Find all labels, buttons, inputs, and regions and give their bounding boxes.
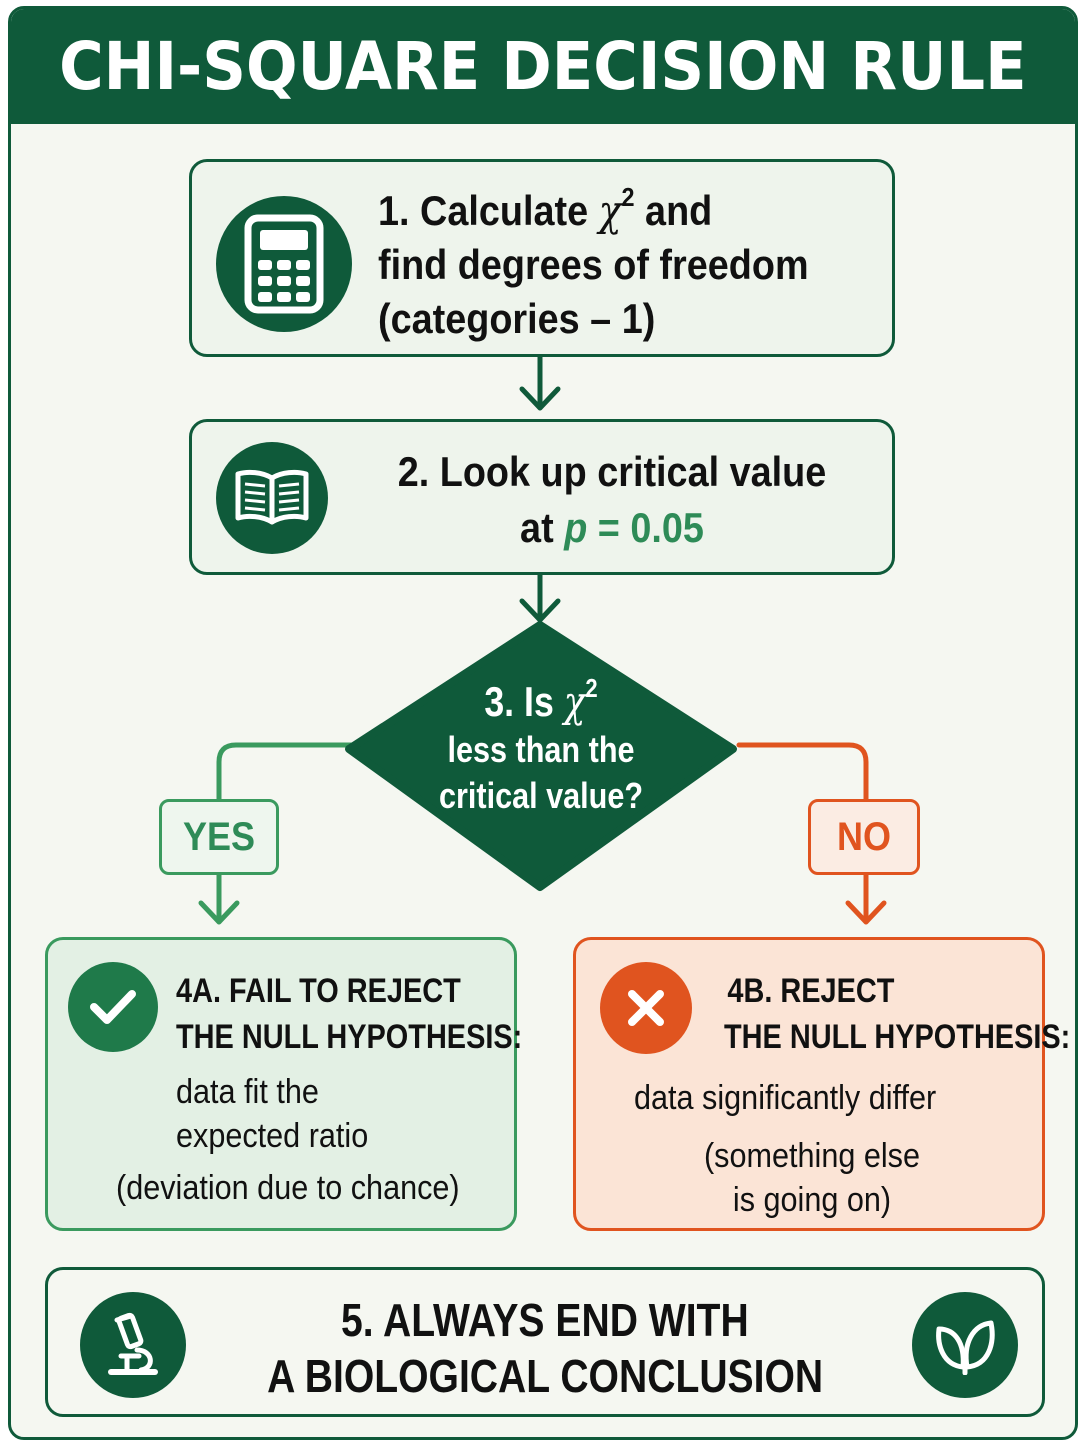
step-5-line-1: 5. ALWAYS END WITH [341,1294,749,1346]
checkmark-icon [88,987,138,1027]
step-1-box [189,159,895,357]
result-a-body: data fit the expected ratio [176,1073,369,1155]
result-b-box [573,937,1071,1231]
result-b-body: data significantly differ [634,1079,937,1117]
step-1-line-2: find degrees of freedom [378,241,809,288]
result-b-note: (something else is going on) [703,1137,920,1219]
diagram-frame [8,6,1078,1440]
result-a-note: (deviation due to chance) [116,1169,460,1207]
step-5-text [48,1292,1042,1404]
yes-label: YES [159,799,279,875]
decision-line-3: critical value? [438,775,644,816]
no-label: NO [808,799,920,875]
step-1-text [378,184,809,346]
step-2-line-2: at p = 0.05 [520,504,704,551]
step-1-line-3: (categories – 1) [378,295,656,342]
step-2-text [369,444,855,556]
open-book-icon [234,468,310,528]
leaf-icon [933,1315,997,1375]
arrow-step2-to-step3 [522,575,558,620]
leaf-icon-circle [912,1292,1018,1398]
chi-symbol: χ [598,186,622,235]
step-5-line-2: A BIOLOGICAL CONCLUSION [266,1350,824,1402]
result-a-box [45,937,523,1231]
book-icon-circle [216,442,328,554]
check-icon-circle [68,962,158,1052]
step-2-line-1: 2. Look up critical value [397,448,827,495]
result-b-heading: 4B. REJECT THE NULL HYPOTHESIS: [724,972,1071,1056]
page-title: CHI-SQUARE DECISION RULE [59,28,1027,105]
step-1-line-1: 1. Calculate $\chi^2$ and [378,182,713,235]
decision-text [414,673,669,819]
calculator-icon [244,214,324,314]
arrow-step1-to-step2 [522,357,558,408]
x-mark-icon [624,986,668,1030]
decision-line-2: less than the [447,729,635,770]
calculator-icon-circle [216,196,352,332]
result-a-heading: 4A. FAIL TO REJECT THE NULL HYPOTHESIS: [176,972,523,1056]
step-5-box [45,1267,1045,1417]
decision-line-1: 3. Is $\chi^2$ [484,673,598,726]
step-2-box [189,419,895,575]
x-icon-circle [600,962,692,1054]
